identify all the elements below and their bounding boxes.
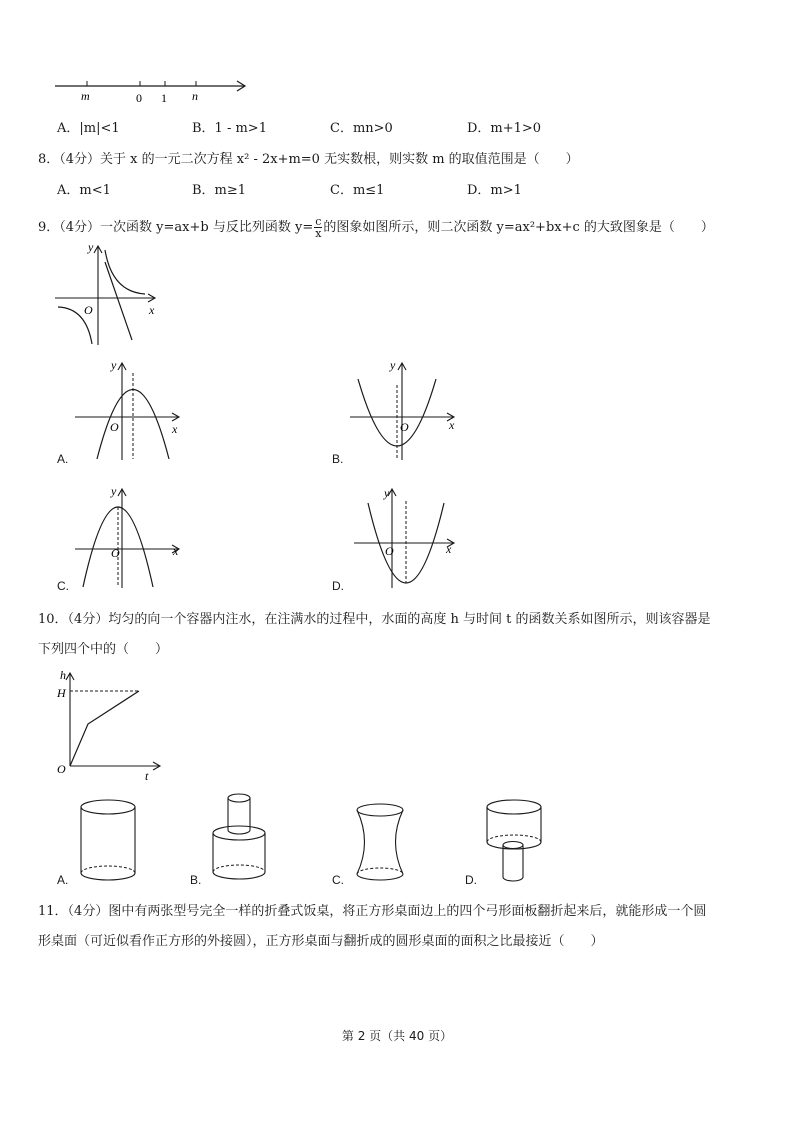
q10-height-time-graph [55,665,170,785]
numberline-label-1: 1 [161,91,167,105]
q10-t-label: t [145,769,149,783]
q9-option-b-label[interactable]: B. [332,452,344,466]
q10-H-label: H [57,686,66,700]
q9-stem-part-a: 9．（4分）一次函数 y=ax+b 与反比列函数 y= [38,220,314,235]
q10-origin-label: O [57,762,66,776]
q9a-origin-label: O [110,420,119,434]
q10-container-a[interactable] [75,795,145,885]
q9d-y-label: y [384,486,390,500]
q8-option-a[interactable]: A．m<1 [57,183,111,198]
q10-stem-line1: 10．（4分）均匀的向一个容器内注水，在注满水的过程中，水面的高度 h 与时间 t 的函数关系如图所示，则该容器是 [38,612,711,627]
q9c-y-label: y [111,484,117,498]
q8-stem: 8．（4分）关于 x 的一元二次方程 x² - 2x+m=0 无实数根，则实数 m 的取值范围是（ ） [38,152,579,167]
q9-given-graph [50,240,165,350]
q9-option-b-graph[interactable] [350,355,465,465]
number-line-figure [50,72,250,106]
numberline-label-n: n [192,89,198,103]
q9b-origin-label: O [400,420,409,434]
q9-option-a-graph[interactable] [75,355,190,465]
q9-option-a-label[interactable]: A. [57,452,69,466]
q8-option-b[interactable]: B．m≥1 [192,183,247,198]
q7-option-b[interactable]: B．1 - m>1 [192,121,267,136]
q9-fraction [314,216,322,239]
q11-stem-line2: 形桌面（可近似看作正方形的外接圆），正方形桌面与翻折成的圆形桌面的面积之比最接近（ ） [38,934,604,949]
q10-stem-line2: 下列四个中的（ ） [38,642,169,657]
q9-stem-part-b: 的图象如图所示，则二次函数 y=ax²+bx+c 的大致图象是（ ） [323,220,714,235]
q10-container-b[interactable] [205,790,275,885]
q10-option-d-label[interactable]: D. [465,873,477,887]
q10-h-label: h [60,668,66,682]
q8-option-d[interactable]: D．m>1 [467,183,522,198]
q10-container-c[interactable] [350,800,410,885]
q7-option-c[interactable]: C．mn>0 [330,121,393,136]
q9b-y-label: y [390,358,396,372]
q9-option-d-label[interactable]: D. [332,579,344,593]
q9-given-origin-label: O [84,303,93,317]
q9-option-c-graph[interactable] [75,483,190,593]
q9-fraction-numerator: c [315,215,322,228]
page-footer: 第 2 页（共 40 页） [341,1029,453,1043]
q9b-x-label: x [449,418,455,432]
q9d-origin-label: O [385,544,394,558]
q9c-x-label: x [173,544,179,558]
q9-given-x-label: x [149,303,155,317]
q10-container-d[interactable] [480,795,550,887]
q9-option-d-graph[interactable] [350,483,465,593]
q9d-x-label: x [446,542,452,556]
q9-fraction-denominator: x [315,227,322,240]
q9a-x-label: x [172,422,178,436]
q9a-y-label: y [111,358,117,372]
q11-stem-line1: 11．（4分）图中有两张型号完全一样的折叠式饭桌，将正方形桌面边上的四个弓形面板翻折起来后，就能形成一个圆 [38,904,707,919]
numberline-label-0: 0 [136,91,142,105]
q10-option-c-label[interactable]: C. [332,873,344,887]
q9c-origin-label: O [111,546,120,560]
q9-given-y-label: y [88,240,94,254]
q7-option-a[interactable]: A．|m|<1 [57,121,120,136]
q9-option-c-label[interactable]: C. [57,579,69,593]
numberline-label-m: m [81,89,90,103]
q10-option-a-label[interactable]: A. [57,873,69,887]
q8-option-c[interactable]: C．m≤1 [330,183,385,198]
q7-option-d[interactable]: D．m+1>0 [467,121,542,136]
q10-option-b-label[interactable]: B. [190,873,202,887]
q9-stem [38,216,714,239]
